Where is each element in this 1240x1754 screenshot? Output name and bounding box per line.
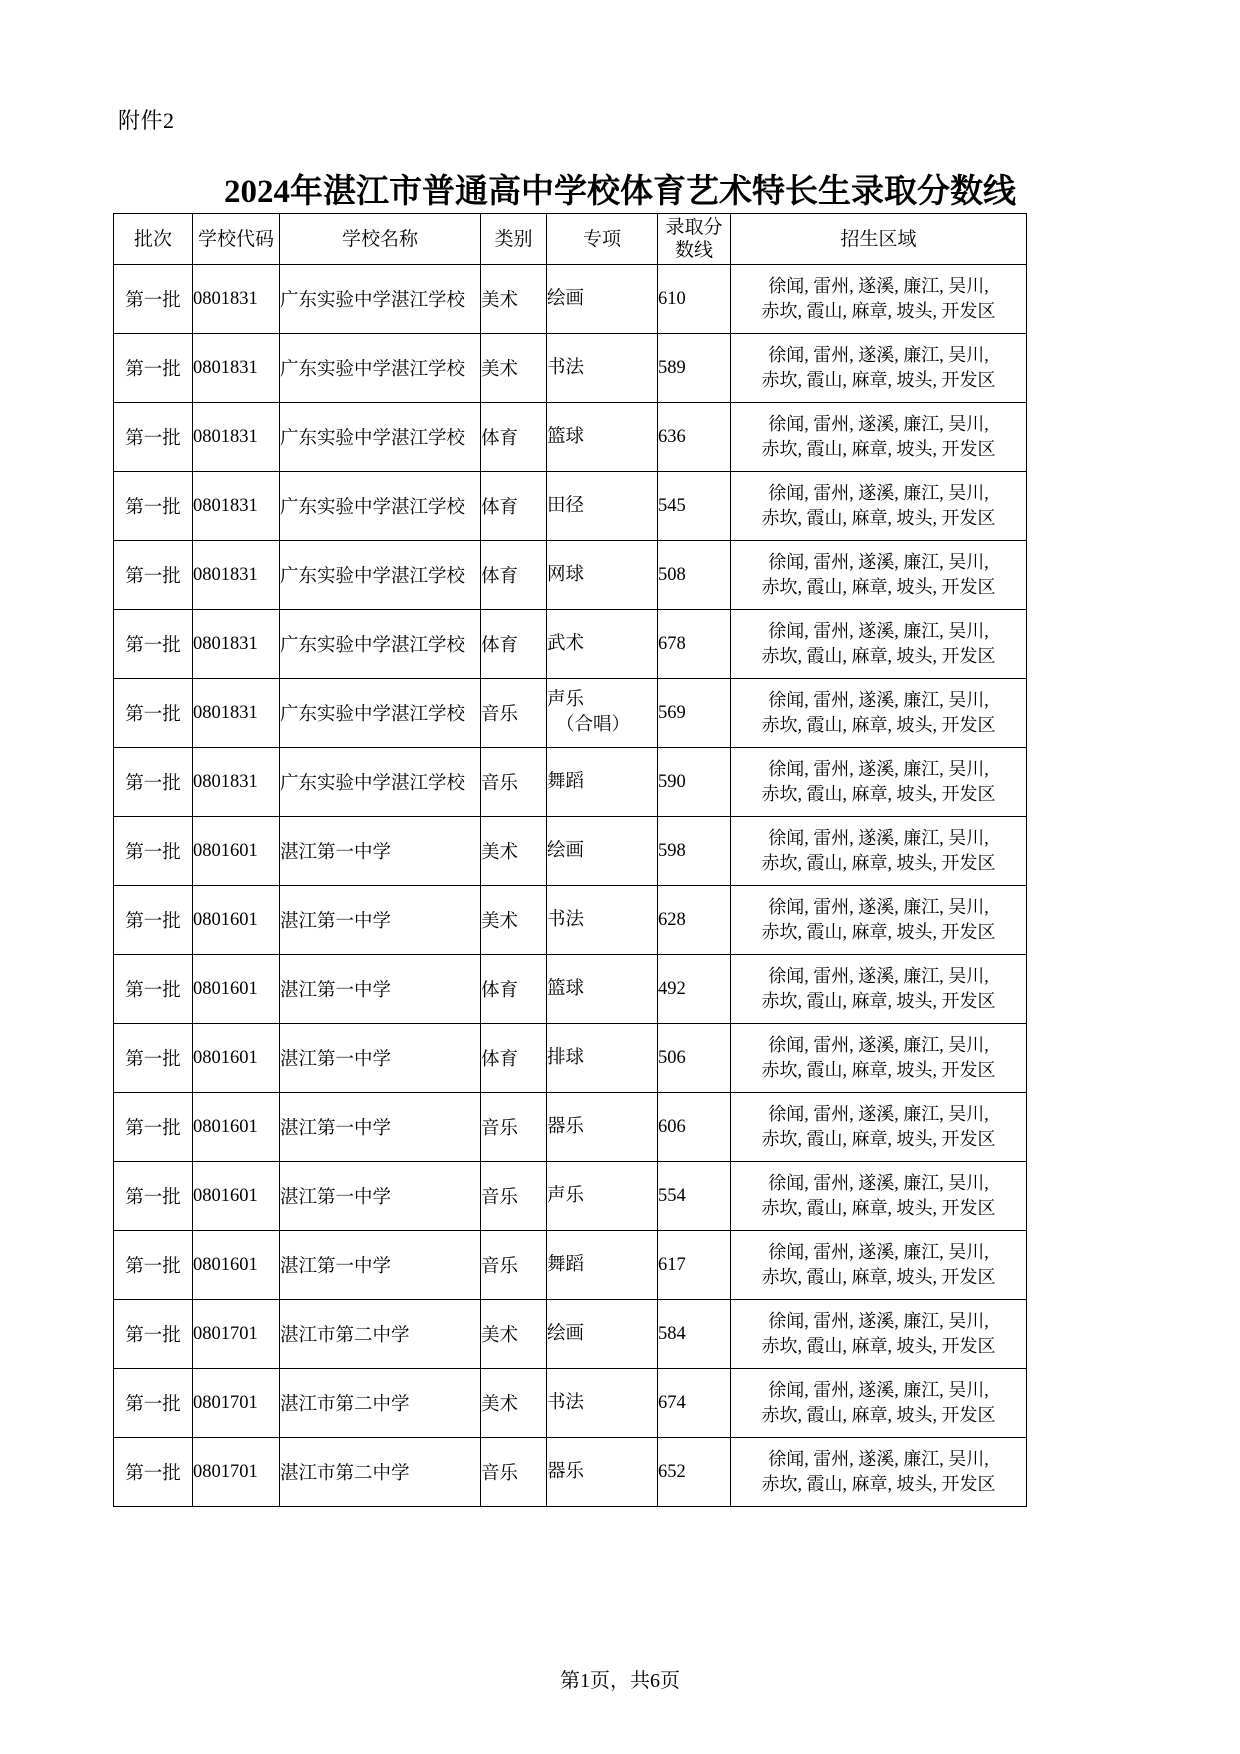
cell-school-code: 0801601 — [193, 1024, 280, 1093]
cell-batch: 第一批 — [114, 1438, 193, 1507]
region-line-2: 赤坎, 霞山, 麻章, 坡头, 开发区 — [761, 508, 996, 528]
cell-batch: 第一批 — [114, 610, 193, 679]
cell-specialty — [547, 1231, 658, 1300]
cell-region — [731, 265, 1027, 334]
region-line-2: 赤坎, 霞山, 麻章, 坡头, 开发区 — [761, 1336, 996, 1356]
specialty-line-1: 书法 — [547, 1392, 585, 1413]
cell-batch: 第一批 — [114, 679, 193, 748]
cell-school-code: 0801601 — [193, 886, 280, 955]
cell-school-code: 0801831 — [193, 679, 280, 748]
cell-category: 美术 — [481, 334, 547, 403]
cell-category: 音乐 — [481, 679, 547, 748]
cell-score: 598 — [658, 817, 731, 886]
cell-school-name: 广东实验中学湛江学校 — [280, 679, 481, 748]
cell-score: 636 — [658, 403, 731, 472]
cell-batch: 第一批 — [114, 403, 193, 472]
cell-region — [731, 1024, 1027, 1093]
cell-school-name: 湛江第一中学 — [280, 886, 481, 955]
cell-school-name: 广东实验中学湛江学校 — [280, 610, 481, 679]
region-line-2: 赤坎, 霞山, 麻章, 坡头, 开发区 — [761, 439, 996, 459]
cell-school-code: 0801831 — [193, 403, 280, 472]
region-line-2: 赤坎, 霞山, 麻章, 坡头, 开发区 — [761, 1267, 996, 1287]
region-line-2: 赤坎, 霞山, 麻章, 坡头, 开发区 — [761, 922, 996, 942]
cell-school-code: 0801831 — [193, 472, 280, 541]
region-line-1: 徐闻, 雷州, 遂溪, 廉江, 吴川, — [768, 414, 989, 434]
cell-score: 617 — [658, 1231, 731, 1300]
specialty-text — [547, 632, 657, 657]
cell-school-code: 0801601 — [193, 1231, 280, 1300]
cell-batch: 第一批 — [114, 265, 193, 334]
region-line-2: 赤坎, 霞山, 麻章, 坡头, 开发区 — [761, 784, 996, 804]
cell-school-name: 广东实验中学湛江学校 — [280, 541, 481, 610]
table-row — [114, 265, 1027, 334]
cell-school-name: 湛江第一中学 — [280, 1024, 481, 1093]
specialty-text — [547, 494, 657, 519]
specialty-line-1: 篮球 — [547, 426, 585, 447]
specialty-text — [547, 908, 657, 933]
region-line-1: 徐闻, 雷州, 遂溪, 廉江, 吴川, — [768, 759, 989, 779]
cell-batch: 第一批 — [114, 541, 193, 610]
cell-batch: 第一批 — [114, 1300, 193, 1369]
cell-region — [731, 334, 1027, 403]
specialty-text — [547, 356, 657, 381]
cell-batch: 第一批 — [114, 1369, 193, 1438]
table-row — [114, 1162, 1027, 1231]
region-line-1: 徐闻, 雷州, 遂溪, 廉江, 吴川, — [768, 1104, 989, 1124]
specialty-text — [547, 425, 657, 450]
cell-school-name: 广东实验中学湛江学校 — [280, 334, 481, 403]
specialty-line-1: 网球 — [547, 564, 585, 585]
cell-school-name: 广东实验中学湛江学校 — [280, 748, 481, 817]
cell-school-name: 湛江第一中学 — [280, 1231, 481, 1300]
cell-score: 589 — [658, 334, 731, 403]
cell-school-code: 0801831 — [193, 541, 280, 610]
cell-region — [731, 541, 1027, 610]
cell-school-code: 0801831 — [193, 748, 280, 817]
specialty-text — [547, 1460, 657, 1485]
cell-region — [731, 403, 1027, 472]
cell-category: 美术 — [481, 1300, 547, 1369]
table-header — [114, 214, 1027, 265]
specialty-line-1: 舞蹈 — [547, 771, 585, 792]
score-table-container — [113, 213, 1019, 1507]
cell-score: 506 — [658, 1024, 731, 1093]
specialty-line-1: 声乐 — [547, 1185, 585, 1206]
cell-score: 492 — [658, 955, 731, 1024]
region-line-2: 赤坎, 霞山, 麻章, 坡头, 开发区 — [761, 646, 996, 666]
cell-category: 美术 — [481, 886, 547, 955]
cell-specialty — [547, 541, 658, 610]
specialty-line-1: 排球 — [547, 1047, 585, 1068]
cell-region — [731, 1162, 1027, 1231]
cell-batch: 第一批 — [114, 1231, 193, 1300]
cell-batch: 第一批 — [114, 955, 193, 1024]
cell-score: 606 — [658, 1093, 731, 1162]
table-row — [114, 1093, 1027, 1162]
cell-category: 体育 — [481, 1024, 547, 1093]
specialty-line-1: 绘画 — [547, 288, 585, 309]
table-row — [114, 610, 1027, 679]
cell-score: 584 — [658, 1300, 731, 1369]
header-score-line-1: 录取分 — [665, 217, 723, 238]
specialty-line-1: 书法 — [547, 357, 585, 378]
cell-batch: 第一批 — [114, 748, 193, 817]
region-line-1: 徐闻, 雷州, 遂溪, 廉江, 吴川, — [768, 621, 989, 641]
specialty-line-1: 舞蹈 — [547, 1254, 585, 1275]
cell-specialty — [547, 265, 658, 334]
cell-school-name: 广东实验中学湛江学校 — [280, 265, 481, 334]
cell-school-name: 湛江第一中学 — [280, 955, 481, 1024]
region-line-1: 徐闻, 雷州, 遂溪, 廉江, 吴川, — [768, 966, 989, 986]
table-row — [114, 679, 1027, 748]
specialty-line-2: （合唱） — [556, 715, 631, 735]
cell-category: 音乐 — [481, 1162, 547, 1231]
cell-batch: 第一批 — [114, 334, 193, 403]
region-line-2: 赤坎, 霞山, 麻章, 坡头, 开发区 — [761, 715, 996, 735]
cell-region — [731, 1438, 1027, 1507]
specialty-line-1: 器乐 — [547, 1116, 585, 1137]
region-line-2: 赤坎, 霞山, 麻章, 坡头, 开发区 — [761, 370, 996, 390]
header-batch: 批次 — [114, 214, 193, 265]
region-line-2: 赤坎, 霞山, 麻章, 坡头, 开发区 — [761, 1474, 996, 1494]
cell-batch: 第一批 — [114, 886, 193, 955]
cell-category: 体育 — [481, 610, 547, 679]
cell-category: 音乐 — [481, 748, 547, 817]
specialty-text — [547, 839, 657, 864]
cell-school-name: 广东实验中学湛江学校 — [280, 403, 481, 472]
cell-school-name: 湛江第一中学 — [280, 1162, 481, 1231]
cell-category: 体育 — [481, 472, 547, 541]
header-specialty: 专项 — [547, 214, 658, 265]
region-line-1: 徐闻, 雷州, 遂溪, 廉江, 吴川, — [768, 276, 989, 296]
cell-batch: 第一批 — [114, 817, 193, 886]
region-line-1: 徐闻, 雷州, 遂溪, 廉江, 吴川, — [768, 1311, 989, 1331]
cell-specialty — [547, 472, 658, 541]
cell-school-name: 广东实验中学湛江学校 — [280, 472, 481, 541]
page-footer: 第1页，共6页 — [560, 1670, 680, 1692]
header-school-name: 学校名称 — [280, 214, 481, 265]
table-row — [114, 334, 1027, 403]
cell-score: 674 — [658, 1369, 731, 1438]
cell-specialty — [547, 1024, 658, 1093]
region-line-1: 徐闻, 雷州, 遂溪, 廉江, 吴川, — [768, 483, 989, 503]
cell-specialty — [547, 748, 658, 817]
cell-category: 体育 — [481, 955, 547, 1024]
specialty-line-1: 绘画 — [547, 1323, 585, 1344]
table-row — [114, 955, 1027, 1024]
specialty-line-1: 器乐 — [547, 1461, 585, 1482]
cell-school-code: 0801601 — [193, 817, 280, 886]
specialty-line-1: 田径 — [547, 495, 585, 516]
specialty-text — [547, 287, 657, 312]
specialty-text — [547, 977, 657, 1002]
cell-category: 音乐 — [481, 1438, 547, 1507]
table-row — [114, 1300, 1027, 1369]
cell-region — [731, 610, 1027, 679]
table-header-row — [114, 214, 1027, 265]
specialty-line-1: 书法 — [547, 909, 585, 930]
cell-school-code: 0801831 — [193, 334, 280, 403]
region-line-2: 赤坎, 霞山, 麻章, 坡头, 开发区 — [761, 577, 996, 597]
table-row — [114, 541, 1027, 610]
table-row — [114, 1024, 1027, 1093]
specialty-text — [547, 563, 657, 588]
region-line-1: 徐闻, 雷州, 遂溪, 廉江, 吴川, — [768, 552, 989, 572]
table-row — [114, 1438, 1027, 1507]
region-line-1: 徐闻, 雷州, 遂溪, 廉江, 吴川, — [768, 1173, 989, 1193]
region-line-1: 徐闻, 雷州, 遂溪, 廉江, 吴川, — [768, 345, 989, 365]
table-row — [114, 886, 1027, 955]
cell-region — [731, 748, 1027, 817]
specialty-line-1: 武术 — [547, 633, 585, 654]
region-line-1: 徐闻, 雷州, 遂溪, 廉江, 吴川, — [768, 897, 989, 917]
cell-school-name: 湛江第一中学 — [280, 817, 481, 886]
region-line-2: 赤坎, 霞山, 麻章, 坡头, 开发区 — [761, 1060, 996, 1080]
specialty-text — [547, 1253, 657, 1278]
cell-specialty — [547, 1093, 658, 1162]
cell-region — [731, 955, 1027, 1024]
specialty-text — [547, 688, 657, 738]
cell-specialty — [547, 1162, 658, 1231]
cell-score: 652 — [658, 1438, 731, 1507]
cell-specialty — [547, 817, 658, 886]
region-line-2: 赤坎, 霞山, 麻章, 坡头, 开发区 — [761, 1405, 996, 1425]
specialty-line-1: 声乐 — [547, 690, 585, 710]
region-line-1: 徐闻, 雷州, 遂溪, 廉江, 吴川, — [768, 1449, 989, 1469]
table-row — [114, 472, 1027, 541]
cell-school-name: 湛江市第二中学 — [280, 1300, 481, 1369]
cell-specialty — [547, 334, 658, 403]
cell-specialty — [547, 1369, 658, 1438]
specialty-text — [547, 1184, 657, 1209]
cell-score: 569 — [658, 679, 731, 748]
specialty-text — [547, 1115, 657, 1140]
cell-category: 体育 — [481, 403, 547, 472]
cell-batch: 第一批 — [114, 1093, 193, 1162]
cell-score: 678 — [658, 610, 731, 679]
cell-score: 590 — [658, 748, 731, 817]
header-score-line-2: 数线 — [674, 240, 713, 261]
cell-score: 610 — [658, 265, 731, 334]
header-score-line — [658, 214, 731, 265]
region-line-2: 赤坎, 霞山, 麻章, 坡头, 开发区 — [761, 853, 996, 873]
specialty-text — [547, 1391, 657, 1416]
table-row — [114, 817, 1027, 886]
cell-score: 545 — [658, 472, 731, 541]
region-line-2: 赤坎, 霞山, 麻章, 坡头, 开发区 — [761, 991, 996, 1011]
specialty-text — [547, 770, 657, 795]
cell-school-code: 0801701 — [193, 1369, 280, 1438]
region-line-1: 徐闻, 雷州, 遂溪, 廉江, 吴川, — [768, 1035, 989, 1055]
specialty-line-1: 绘画 — [547, 840, 585, 861]
admission-score-table — [113, 213, 1027, 1507]
cell-score: 508 — [658, 541, 731, 610]
cell-school-code: 0801601 — [193, 955, 280, 1024]
cell-region — [731, 817, 1027, 886]
cell-school-code: 0801831 — [193, 610, 280, 679]
cell-school-name: 湛江市第二中学 — [280, 1438, 481, 1507]
cell-score: 628 — [658, 886, 731, 955]
table-row — [114, 748, 1027, 817]
cell-specialty — [547, 1438, 658, 1507]
header-region: 招生区域 — [731, 214, 1027, 265]
cell-school-code: 0801701 — [193, 1300, 280, 1369]
table-body — [114, 265, 1027, 1507]
cell-specialty — [547, 955, 658, 1024]
cell-category: 音乐 — [481, 1093, 547, 1162]
region-line-1: 徐闻, 雷州, 遂溪, 廉江, 吴川, — [768, 690, 989, 710]
specialty-text — [547, 1046, 657, 1071]
cell-region — [731, 472, 1027, 541]
cell-specialty — [547, 610, 658, 679]
cell-category: 音乐 — [481, 1231, 547, 1300]
cell-specialty — [547, 1300, 658, 1369]
cell-region — [731, 679, 1027, 748]
region-line-1: 徐闻, 雷州, 遂溪, 廉江, 吴川, — [768, 1242, 989, 1262]
cell-category: 美术 — [481, 817, 547, 886]
specialty-text — [547, 1322, 657, 1347]
cell-category: 美术 — [481, 265, 547, 334]
cell-school-code: 0801601 — [193, 1093, 280, 1162]
cell-batch: 第一批 — [114, 1162, 193, 1231]
specialty-line-1: 篮球 — [547, 978, 585, 999]
cell-category: 体育 — [481, 541, 547, 610]
cell-region — [731, 886, 1027, 955]
table-row — [114, 1231, 1027, 1300]
table-row — [114, 403, 1027, 472]
cell-batch: 第一批 — [114, 472, 193, 541]
cell-school-name: 湛江市第二中学 — [280, 1369, 481, 1438]
cell-region — [731, 1369, 1027, 1438]
cell-region — [731, 1093, 1027, 1162]
table-row — [114, 1369, 1027, 1438]
region-line-2: 赤坎, 霞山, 麻章, 坡头, 开发区 — [761, 301, 996, 321]
region-line-2: 赤坎, 霞山, 麻章, 坡头, 开发区 — [761, 1129, 996, 1149]
cell-school-code: 0801701 — [193, 1438, 280, 1507]
header-category: 类别 — [481, 214, 547, 265]
cell-batch: 第一批 — [114, 1024, 193, 1093]
region-line-1: 徐闻, 雷州, 遂溪, 廉江, 吴川, — [768, 828, 989, 848]
cell-score: 554 — [658, 1162, 731, 1231]
cell-region — [731, 1231, 1027, 1300]
cell-school-name: 湛江第一中学 — [280, 1093, 481, 1162]
region-line-1: 徐闻, 雷州, 遂溪, 廉江, 吴川, — [768, 1380, 989, 1400]
cell-category: 美术 — [481, 1369, 547, 1438]
cell-school-code: 0801831 — [193, 265, 280, 334]
cell-specialty — [547, 403, 658, 472]
header-school-code: 学校代码 — [193, 214, 280, 265]
cell-region — [731, 1300, 1027, 1369]
cell-specialty — [547, 679, 658, 748]
region-line-2: 赤坎, 霞山, 麻章, 坡头, 开发区 — [761, 1198, 996, 1218]
page-title: 2024年湛江市普通高中学校体育艺术特长生录取分数线 — [224, 174, 1016, 211]
cell-specialty — [547, 886, 658, 955]
attachment-label: 附件2 — [118, 108, 175, 133]
cell-school-code: 0801601 — [193, 1162, 280, 1231]
